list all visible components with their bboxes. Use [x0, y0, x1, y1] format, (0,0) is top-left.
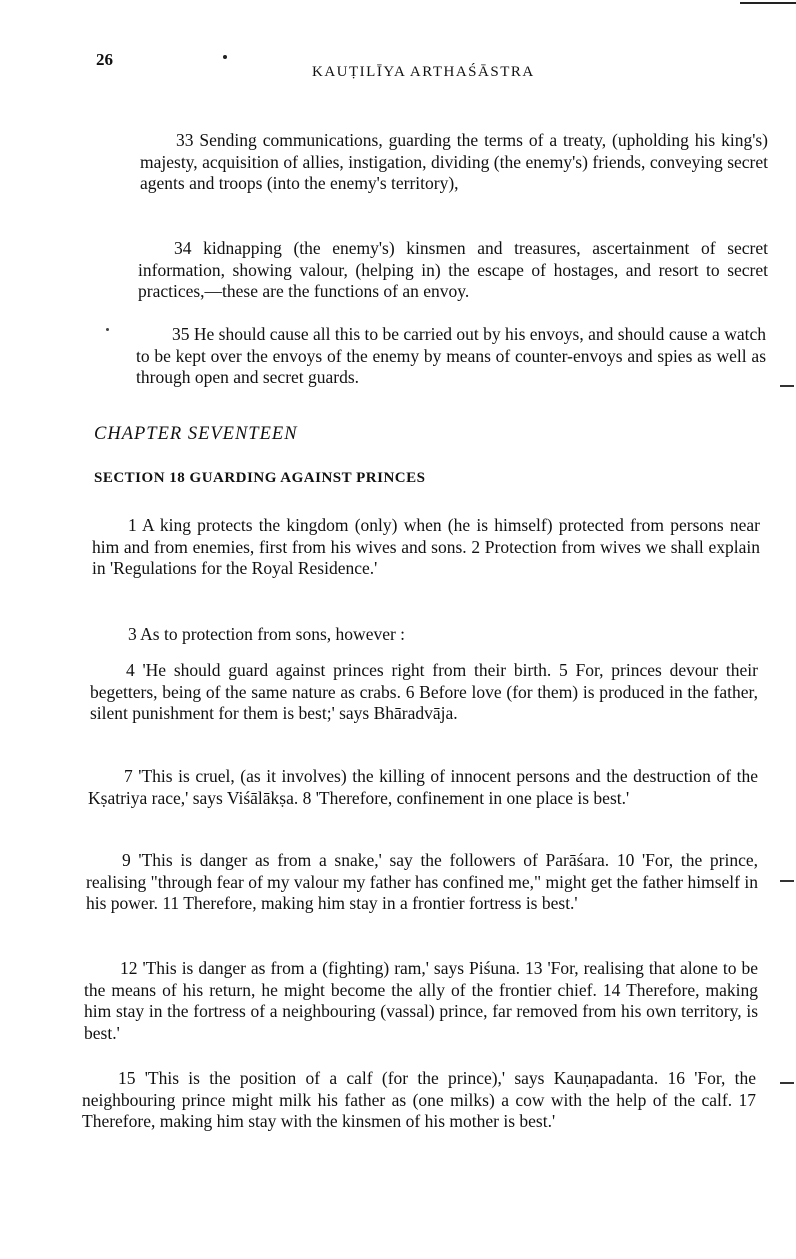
section-title: SECTION 18 GUARDING AGAINST PRINCES [94, 470, 426, 486]
margin-mark [780, 880, 794, 882]
paragraph-9-11: 9 'This is danger as from a snake,' say the followers of Parāśara. 10 'For, the prince, realising "through fear of my valour my father has confined me," might get the father himself in his power. 11 Therefore, making him stay in a frontier fortress is best.' [86, 850, 758, 913]
paragraph-34: 34 kidnapping (the enemy's) kinsmen and treasures, ascertainment of secret information, showing valour, (helping in) the escape of hostages, and resort to secret practices,—these are the functions of an envoy. [138, 238, 768, 301]
margin-mark [780, 1082, 794, 1084]
paragraph-15-17: 15 'This is the position of a calf (for the prince),' says Kauṇapadanta. 16 'For, the neighbouring prince might milk his father as (one milks) a cow with the help of the calf. 17 Therefore, making him stay with the kinsmen of his mother is best.' [82, 1068, 756, 1131]
paragraph-35: 35 He should cause all this to be carried out by his envoys, and should cause a watch to be kept over the envoys of the enemy by means of counter-envoys and spies as well as through open and secret guards. [136, 324, 766, 387]
running-head: KAUṬILĪYA ARTHAŚĀSTRA [312, 64, 535, 80]
paragraph-33: 33 Sending communications, guarding the terms of a treaty, (upholding his king's) majesty, acquisition of allies, instigation, dividing (the enemy's) friends, conveying secret agents and troops (into the enemy's territory), [140, 130, 768, 193]
margin-mark [780, 385, 794, 387]
header-dot [223, 55, 227, 59]
page-number: 26 [96, 50, 113, 69]
paragraph-4-6: 4 'He should guard against princes right from their birth. 5 For, princes devour their begetters, being of the same nature as crabs. 6 Before love (for them) is produced in the father, silent punishment for them is best;' says Bhāradvāja. [90, 660, 758, 723]
paragraph-1-2: 1 A king protects the kingdom (only) when (he is himself) protected from persons near him and from enemies, first from his wives and sons. 2 Protection from wives we shall explain in 'Regulations for the Royal Residence.' [92, 515, 760, 578]
paragraph-3: 3 As to protection from sons, however : [128, 624, 406, 644]
corner-rule [740, 2, 796, 4]
paragraph-7-8: 7 'This is cruel, (as it involves) the killing of innocent persons and the destruction of the Kṣatriya race,' says Viśālākṣa. 8 'Therefore, confinement in one place is best.' [88, 766, 758, 808]
margin-dot [106, 328, 109, 331]
paragraph-12-14: 12 'This is danger as from a (fighting) ram,' says Piśuna. 13 'For, realising that alone to be the means of his return, he might become the ally of the frontier chief. 14 Therefore, making him stay in the fortress of a neighbouring (vassal) prince, far removed from his own territory, is best.' [84, 958, 758, 1043]
chapter-title: CHAPTER SEVENTEEN [94, 424, 298, 444]
